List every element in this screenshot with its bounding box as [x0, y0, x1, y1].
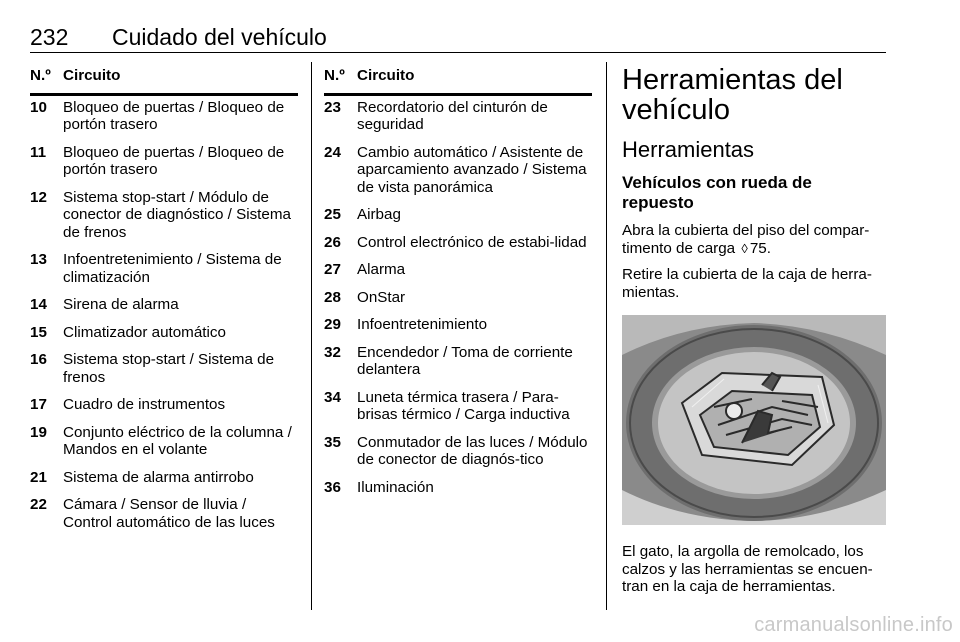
- fuse-circuit: Recordatorio del cinturón de seguridad: [357, 98, 548, 133]
- table-row: [324, 286, 592, 314]
- fuse-number: 21: [30, 468, 47, 486]
- fuse-number: 32: [324, 343, 341, 361]
- fuse-number: 11: [30, 143, 47, 161]
- fuse-number: 26: [324, 233, 341, 251]
- column-header-number: N.º: [30, 62, 63, 94]
- table-row: [324, 203, 592, 231]
- page-header: [30, 22, 886, 52]
- table-row: [324, 141, 592, 204]
- fuse-number: 23: [324, 98, 341, 116]
- fuse-number: 15: [30, 323, 47, 341]
- table-row: [324, 313, 592, 341]
- watermark: carmanualsonline.info: [754, 614, 953, 636]
- fuse-number: 12: [30, 188, 47, 206]
- fuse-number: 19: [30, 423, 47, 441]
- section-title: Herramientas del vehículo: [622, 64, 843, 126]
- fuse-table-left-body: [30, 94, 298, 538]
- fuse-circuit: Infoentretenimiento: [357, 316, 488, 333]
- paragraph-text: Abra la cubierta del piso del compar-timento de carga: [622, 222, 870, 257]
- tools-section: [622, 62, 886, 605]
- fuse-table-right: [324, 62, 592, 503]
- column-header-number: N.º: [324, 62, 357, 94]
- table-row: [30, 421, 298, 466]
- spare-wheel-toolbox-illustration: [622, 315, 886, 525]
- column-divider: [606, 62, 607, 610]
- fuse-number: 10: [30, 98, 47, 116]
- paragraph-remove-cover: Retire la cubierta de la caja de herra-mientas.: [622, 266, 872, 301]
- fuse-number: 27: [324, 261, 341, 278]
- fuse-table-left-column: [30, 62, 298, 538]
- fuse-table-left: [30, 62, 298, 538]
- fuse-number: 34: [324, 388, 341, 406]
- fuse-number: 16: [30, 351, 47, 368]
- fuse-circuit: Airbag: [357, 206, 401, 223]
- fuse-number: 36: [324, 478, 341, 496]
- column-divider: [311, 62, 312, 610]
- paragraph-open-cover: [622, 222, 886, 257]
- page-reference-icon: ◊: [741, 240, 748, 256]
- fuse-table-header-row: [324, 62, 592, 94]
- fuse-circuit: Sistema stop-start / Módulo de conector de diagnóstico / Sistema de frenos: [63, 188, 291, 241]
- table-row: [324, 231, 592, 259]
- table-row: [30, 248, 298, 293]
- table-row: [324, 476, 592, 504]
- fuse-table-right-column: [324, 62, 592, 503]
- fuse-circuit: Cambio automático / Asistente de aparcamiento avanzado / Sistema de vista panorámica: [357, 143, 587, 196]
- fuse-table-header-row: [30, 62, 298, 94]
- fuse-circuit: Luneta térmica trasera / Para-brisas térmico / Carga inductiva: [357, 388, 570, 423]
- table-row: [30, 293, 298, 321]
- table-row: [30, 186, 298, 249]
- fuse-circuit: Climatizador automático: [63, 323, 226, 341]
- column-header-circuit: Circuito: [357, 62, 592, 94]
- column-header-circuit: Circuito: [63, 62, 298, 94]
- fuse-number: 28: [324, 288, 341, 306]
- fuse-circuit: Infoentretenimiento / Sistema de climatización: [63, 251, 282, 286]
- running-title: Cuidado del vehículo: [112, 24, 327, 50]
- table-row: [324, 258, 592, 286]
- fuse-table-right-body: [324, 94, 592, 503]
- table-row: [30, 393, 298, 421]
- fuse-number: 29: [324, 316, 341, 333]
- fuse-number: 25: [324, 206, 341, 223]
- fuse-circuit: Cámara / Sensor de lluvia / Control automático de las luces: [63, 496, 275, 531]
- fuse-circuit: Iluminación: [357, 478, 434, 496]
- table-row: [30, 493, 298, 538]
- header-rule: [30, 52, 886, 53]
- fuse-circuit: OnStar: [357, 288, 406, 306]
- section-subsubtitle: Vehículos con rueda de repuesto: [622, 173, 812, 212]
- fuse-circuit: Control electrónico de estabi-lidad: [357, 233, 587, 251]
- page-number: 232: [30, 24, 69, 50]
- table-row: [324, 94, 592, 141]
- paragraph-toolbox-contents: El gato, la argolla de remolcado, los calzos y las herramientas se encuen-tran en la caja de herramientas.: [622, 543, 873, 595]
- fuse-circuit: Alarma: [357, 261, 406, 278]
- fuse-number: 14: [30, 296, 47, 313]
- table-row: [30, 141, 298, 186]
- table-row: [30, 348, 298, 393]
- table-row: [324, 341, 592, 386]
- table-row: [324, 386, 592, 431]
- spare-wheel-toolbox-illustration: [622, 315, 886, 525]
- fuse-circuit: Conjunto eléctrico de la columna / Mandos en el volante: [63, 423, 292, 458]
- fuse-circuit: Conmutador de las luces / Módulo de conector de diagnós-tico: [357, 433, 588, 468]
- fuse-circuit: Cuadro de instrumentos: [63, 396, 226, 413]
- table-row: [30, 321, 298, 349]
- table-row: [30, 94, 298, 141]
- fuse-number: 17: [30, 396, 47, 413]
- fuse-circuit: Sistema stop-start / Sistema de frenos: [63, 351, 275, 386]
- table-row: [324, 431, 592, 476]
- fuse-number: 22: [30, 496, 47, 513]
- fuse-number: 35: [324, 433, 341, 451]
- section-subtitle: Herramientas: [622, 137, 755, 162]
- fuse-circuit: Bloqueo de puertas / Bloqueo de portón trasero: [63, 98, 285, 133]
- table-row: [30, 466, 298, 494]
- fuse-number: 13: [30, 251, 47, 268]
- fuse-circuit: Encendedor / Toma de corriente delantera: [357, 343, 573, 378]
- fuse-circuit: Sirena de alarma: [63, 296, 179, 313]
- fuse-number: 24: [324, 143, 341, 161]
- page-reference[interactable]: 75.: [749, 239, 771, 257]
- fuse-circuit: Bloqueo de puertas / Bloqueo de portón trasero: [63, 143, 285, 178]
- fuse-circuit: Sistema de alarma antirrobo: [63, 468, 254, 486]
